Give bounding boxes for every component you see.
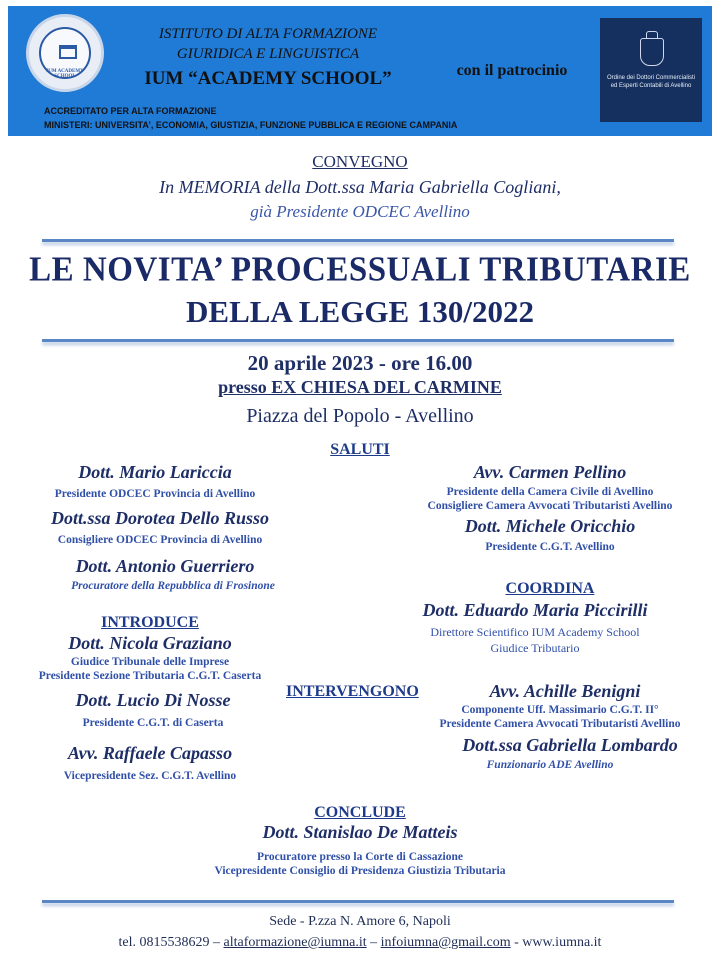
saluti-right-role: Presidente C.G.T. Avellino — [485, 541, 615, 553]
event-type: CONVEGNO — [312, 152, 408, 171]
intervengono-heading: INTERVENGONO — [286, 683, 419, 700]
crest-icon — [640, 38, 664, 66]
introduce-name: Avv. Raffaele Capasso — [67, 743, 233, 763]
conclude-heading: CONCLUDE — [314, 804, 406, 821]
divider-title — [42, 339, 674, 342]
footer-phone: tel. 0815538629 – — [118, 935, 221, 950]
event-venue: presso EX CHIESA DEL CARMINE — [218, 377, 502, 397]
saluti-left-role: Presidente ODCEC Provincia di Avellino — [54, 488, 256, 500]
intervengono-name: Avv. Achille Benigni — [489, 681, 641, 701]
website-link[interactable]: - www.iumna.it — [514, 935, 602, 950]
saluti-left-name: Dott.ssa Dorotea Dello Russo — [50, 508, 270, 528]
school-name: IUM “ACADEMY SCHOOL” — [144, 68, 392, 89]
institute-line-1: ISTITUTO DI ALTA FORMAZIONE — [158, 26, 378, 42]
footer-address: Sede - P.zza N. Amore 6, Napoli — [269, 914, 451, 929]
intervengono-role: Funzionario ADE Avellino — [486, 759, 614, 771]
coordina-heading: COORDINA — [505, 580, 595, 597]
title-line-2: DELLA LEGGE 130/2022 — [186, 294, 534, 329]
odcec-logo: Ordine dei Dottori Commercialisti ed Esperti Contabili di Avellino — [600, 18, 702, 122]
divider-top — [42, 239, 674, 242]
book-icon — [59, 45, 77, 59]
footer-separator: – — [370, 935, 378, 950]
ium-logo: IUM ACADEMY SCHOOL — [26, 14, 104, 92]
conclude-role: Vicepresidente Consiglio di Presidenza Giustizia Tributaria — [214, 865, 506, 877]
introduce-heading: INTRODUCE — [101, 614, 199, 631]
saluti-heading: SALUTI — [330, 441, 390, 458]
saluti-left-role: Procuratore della Repubblica di Frosinone — [71, 580, 275, 592]
saluti-right-role: Presidente della Camera Civile di Avellino — [446, 486, 654, 498]
memory-line-1: In MEMORIA della Dott.ssa Maria Gabriella Cogliani, — [159, 177, 561, 197]
patronage-label: con il patrocinio — [456, 62, 568, 79]
divider-bottom — [42, 900, 674, 903]
event-address: Piazza del Popolo - Avellino — [246, 405, 474, 427]
saluti-left-role: Consigliere ODCEC Provincia di Avellino — [57, 534, 263, 546]
conclude-role: Procuratore presso la Corte di Cassazione — [256, 851, 463, 863]
introduce-name: Dott. Lucio Di Nosse — [75, 690, 231, 710]
saluti-right-role: Consigliere Camera Avvocati Tributaristi Avellino — [427, 500, 673, 512]
memory-line-2: già Presidente ODCEC Avellino — [250, 202, 470, 221]
intervengono-role: Presidente Camera Avvocati Tributaristi Avellino — [439, 718, 681, 730]
coordina-role: Giudice Tributario — [490, 641, 580, 655]
saluti-left-name: Dott. Antonio Guerriero — [75, 556, 255, 576]
introduce-role: Giudice Tribunale delle Imprese — [70, 656, 230, 668]
intervengono-role: Componente Uff. Massimario C.G.T. II° — [461, 704, 659, 716]
accreditation-line-1: ACCREDITATO PER ALTA FORMAZIONE — [44, 106, 217, 116]
coordina-name: Dott. Eduardo Maria Piccirilli — [422, 600, 648, 620]
introduce-role: Presidente Sezione Tributaria C.G.T. Caserta — [38, 670, 262, 682]
coordina-role: Direttore Scientifico IUM Academy School — [430, 625, 640, 639]
introduce-role: Vicepresidente Sez. C.G.T. Avellino — [63, 770, 237, 782]
event-date-time: 20 aprile 2023 - ore 16.00 — [247, 351, 473, 375]
accreditation-line-2: MINISTERI: UNIVERSITA’, ECONOMIA, GIUSTIZIA, FUNZIONE PUBBLICA E REGIONE CAMPANIA — [44, 120, 458, 130]
institute-line-2: GIURIDICA E LINGUISTICA — [176, 46, 360, 62]
saluti-right-name: Avv. Carmen Pellino — [473, 462, 627, 482]
saluti-right-name: Dott. Michele Oricchio — [464, 516, 636, 536]
introduce-role: Presidente C.G.T. di Caserta — [82, 717, 224, 729]
introduce-name: Dott. Nicola Graziano — [68, 633, 232, 653]
title-line-1: LE NOVITA’ PROCESSUALI TRIBUTARIE — [29, 251, 691, 289]
email-link-infoiumna[interactable]: infoiumna@gmail.com — [380, 935, 511, 950]
saluti-left-name: Dott. Mario Lariccia — [78, 462, 232, 482]
footer-contacts — [0, 935, 720, 951]
intervengono-name: Dott.ssa Gabriella Lombardo — [462, 735, 678, 755]
email-link-altaformazione[interactable]: altaformazione@iumna.it — [223, 935, 367, 950]
conclude-name: Dott. Stanislao De Matteis — [262, 822, 458, 842]
